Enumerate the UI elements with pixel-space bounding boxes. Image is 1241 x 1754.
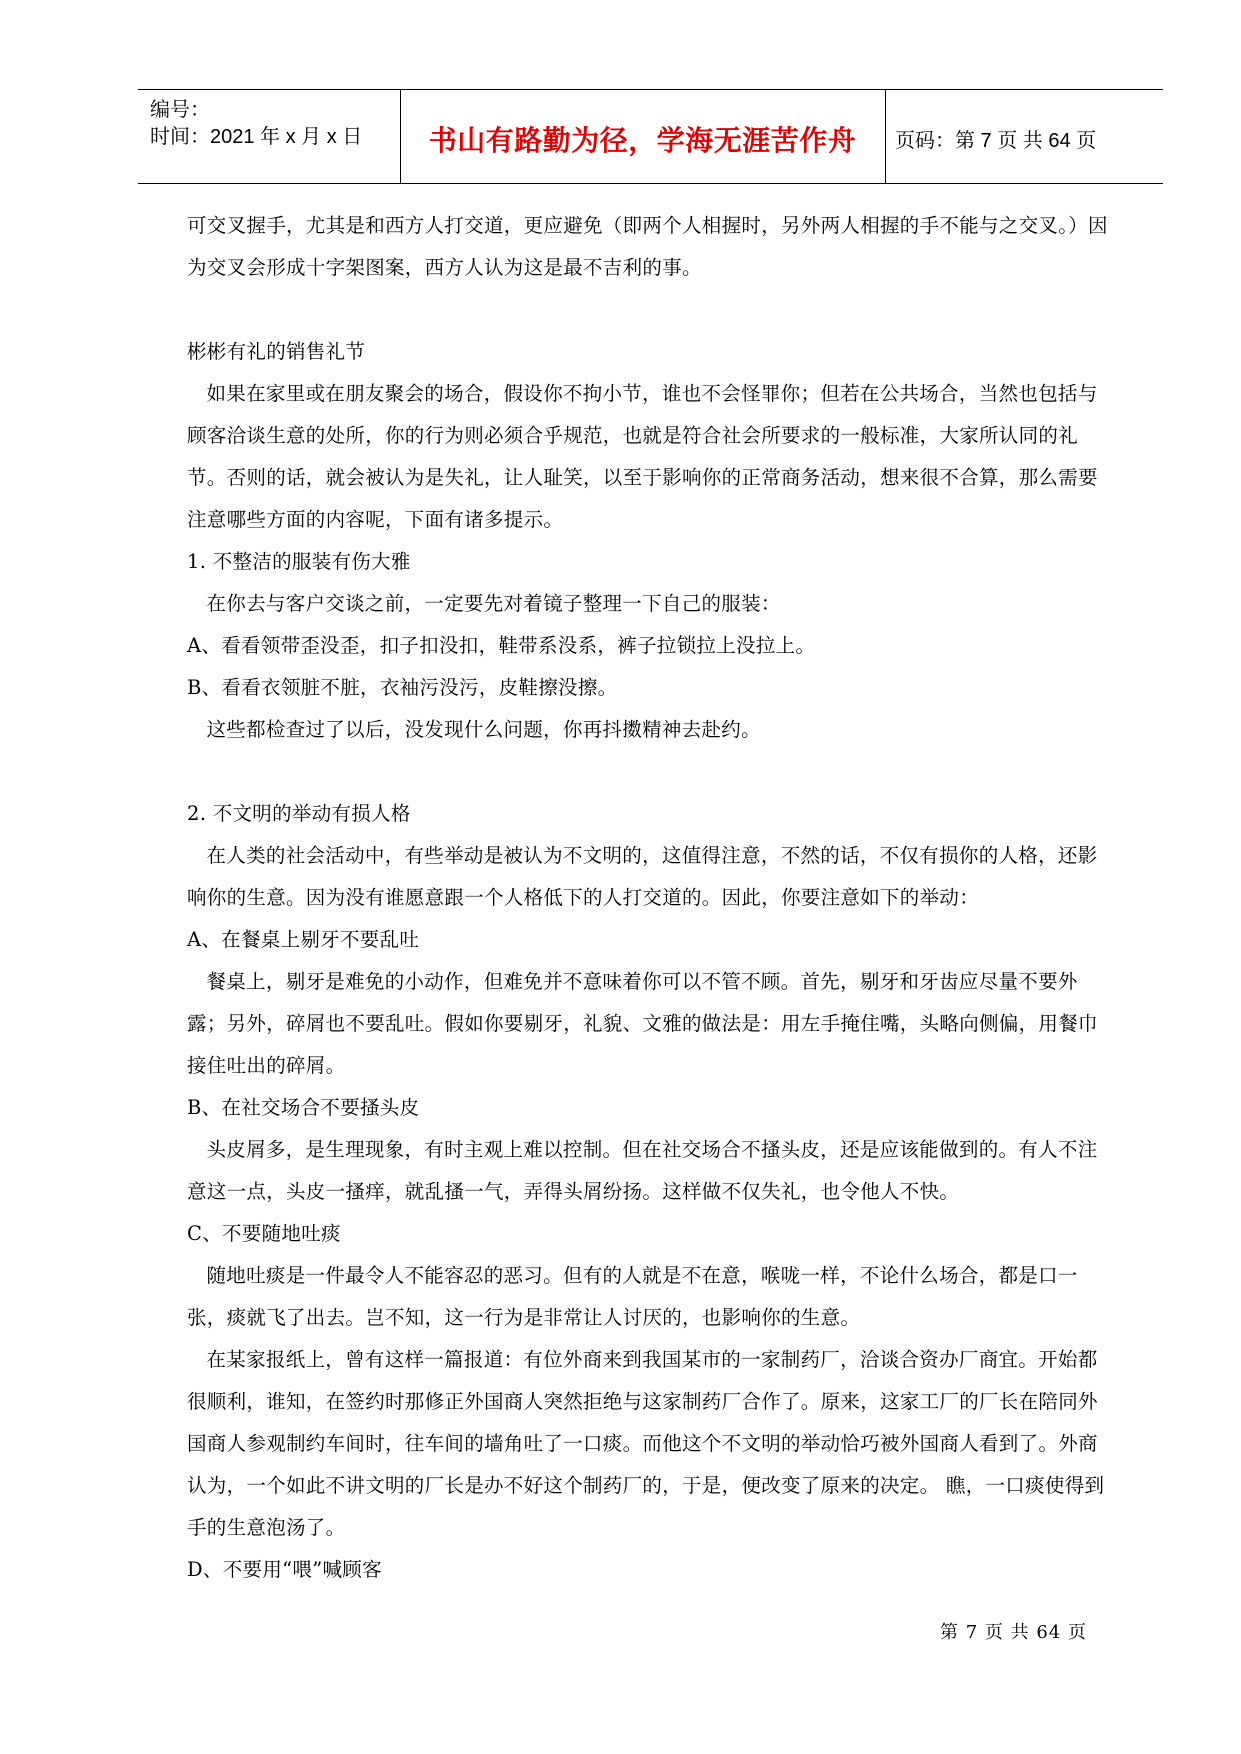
paragraph: 在你去与客户交谈之前，一定要先对着镜子整理一下自己的服装： <box>206 592 781 615</box>
list-item: D、不要用“喂”喊顾客 <box>187 1558 382 1581</box>
paragraph: 可交叉握手，尤其是和西方人打交道，更应避免（即两个人相握时，另外两人相握的手不能与之交叉。）因为交叉会形成十字架图案，西方人认为这是最不吉利的事。 <box>187 214 1108 279</box>
paragraph: 随地吐痰是一件最令人不能容忍的恶习。但有的人就是不在意，喉咙一样，不论什么场合，都是口一张，痰就飞了出去。岂不知，这一行为是非常让人讨厌的，也影响你的生意。 <box>187 1264 1078 1329</box>
section-heading: 彬彬有礼的销售礼节 <box>187 340 366 363</box>
header-page-label: 页码：第 7 页 共 64 页 <box>895 130 1097 152</box>
spacer <box>187 751 1117 793</box>
paragraph: 头皮屑多，是生理现象，有时主观上难以控制。但在社交场合不搔头皮，还是应该能做到的。有人不注意这一点，头皮一搔痒，就乱搔一气，弄得头屑纷扬。这样做不仅失礼，也令他人不快。 <box>187 1138 1098 1203</box>
document-time-label: 时间：2021 年 x 月 x 日 <box>150 126 363 148</box>
page-footer: 第 7 页 共 64 页 <box>940 1622 1087 1643</box>
header-slogan: 书山有路勤为径，学海无涯苦作舟 <box>428 124 857 157</box>
list-item: A、在餐桌上剔牙不要乱吐 <box>187 928 420 951</box>
document-body <box>187 205 1117 1591</box>
list-item: C、不要随地吐痰 <box>187 1222 341 1245</box>
header-slogan-cell <box>400 90 885 183</box>
header-page-cell <box>895 90 1160 183</box>
list-item: B、看看衣领脏不脏，衣袖污没污，皮鞋擦没擦。 <box>187 676 618 699</box>
paragraph: 这些都检查过了以后，没发现什么问题，你再抖擞精神去赴约。 <box>206 718 761 741</box>
paragraph: 在人类的社会活动中，有些举动是被认为不文明的，这值得注意，不然的话，不仅有损你的人格，还影响你的生意。因为没有谁愿意跟一个人格低下的人打交道的。因此，你要注意如下的举动： <box>187 844 1098 909</box>
section-heading: 1. 不整洁的服装有伤大雅 <box>187 550 411 573</box>
list-item: B、在社交场合不要搔头皮 <box>187 1096 420 1119</box>
header-divider <box>885 90 886 183</box>
section-heading: 2. 不文明的举动有损人格 <box>187 802 411 825</box>
paragraph: 如果在家里或在朋友聚会的场合，假设你不拘小节，谁也不会怪罪你；但若在公共场合，当然也包括与顾客洽谈生意的处所，你的行为则必须合乎规范，也就是符合社会所要求的一般标准，大家所认同的礼节。否则的话，就会被认为是失礼，让人耻笑，以至于影响你的正常商务活动，想来很不合算，那么需要注意哪些方面的内容呢，下面有诸多提示。 <box>187 382 1098 531</box>
page-header <box>138 89 1163 184</box>
list-item: A、看看领带歪没歪，扣子扣没扣，鞋带系没系，裤子拉锁拉上没拉上。 <box>187 634 816 657</box>
document-number-label: 编号： <box>150 99 210 121</box>
paragraph: 在某家报纸上，曾有这样一篇报道：有位外商来到我国某市的一家制药厂，洽谈合资办厂商宜。开始都很顺利，谁知，在签约时那修正外国商人突然拒绝与这家制药厂合作了。原来，这家工厂的厂长在陪同外国商人参观制约车间时，往车间的墙角吐了一口痰。而他这个不文明的举动恰巧被外国商人看到了。外商认为，一个如此不讲文明的厂长是办不好这个制药厂的，于是，便改变了原来的决定。 瞧，一口痰使得到手的生意泡汤了。 <box>187 1348 1105 1539</box>
spacer <box>187 289 1117 331</box>
paragraph: 餐桌上，剔牙是难免的小动作，但难免并不意味着你可以不管不顾。首先，剔牙和牙齿应尽量不要外露；另外，碎屑也不要乱吐。假如你要剔牙，礼貌、文雅的做法是：用左手掩住嘴，头略向侧偏，用餐巾接住吐出的碎屑。 <box>187 970 1098 1077</box>
